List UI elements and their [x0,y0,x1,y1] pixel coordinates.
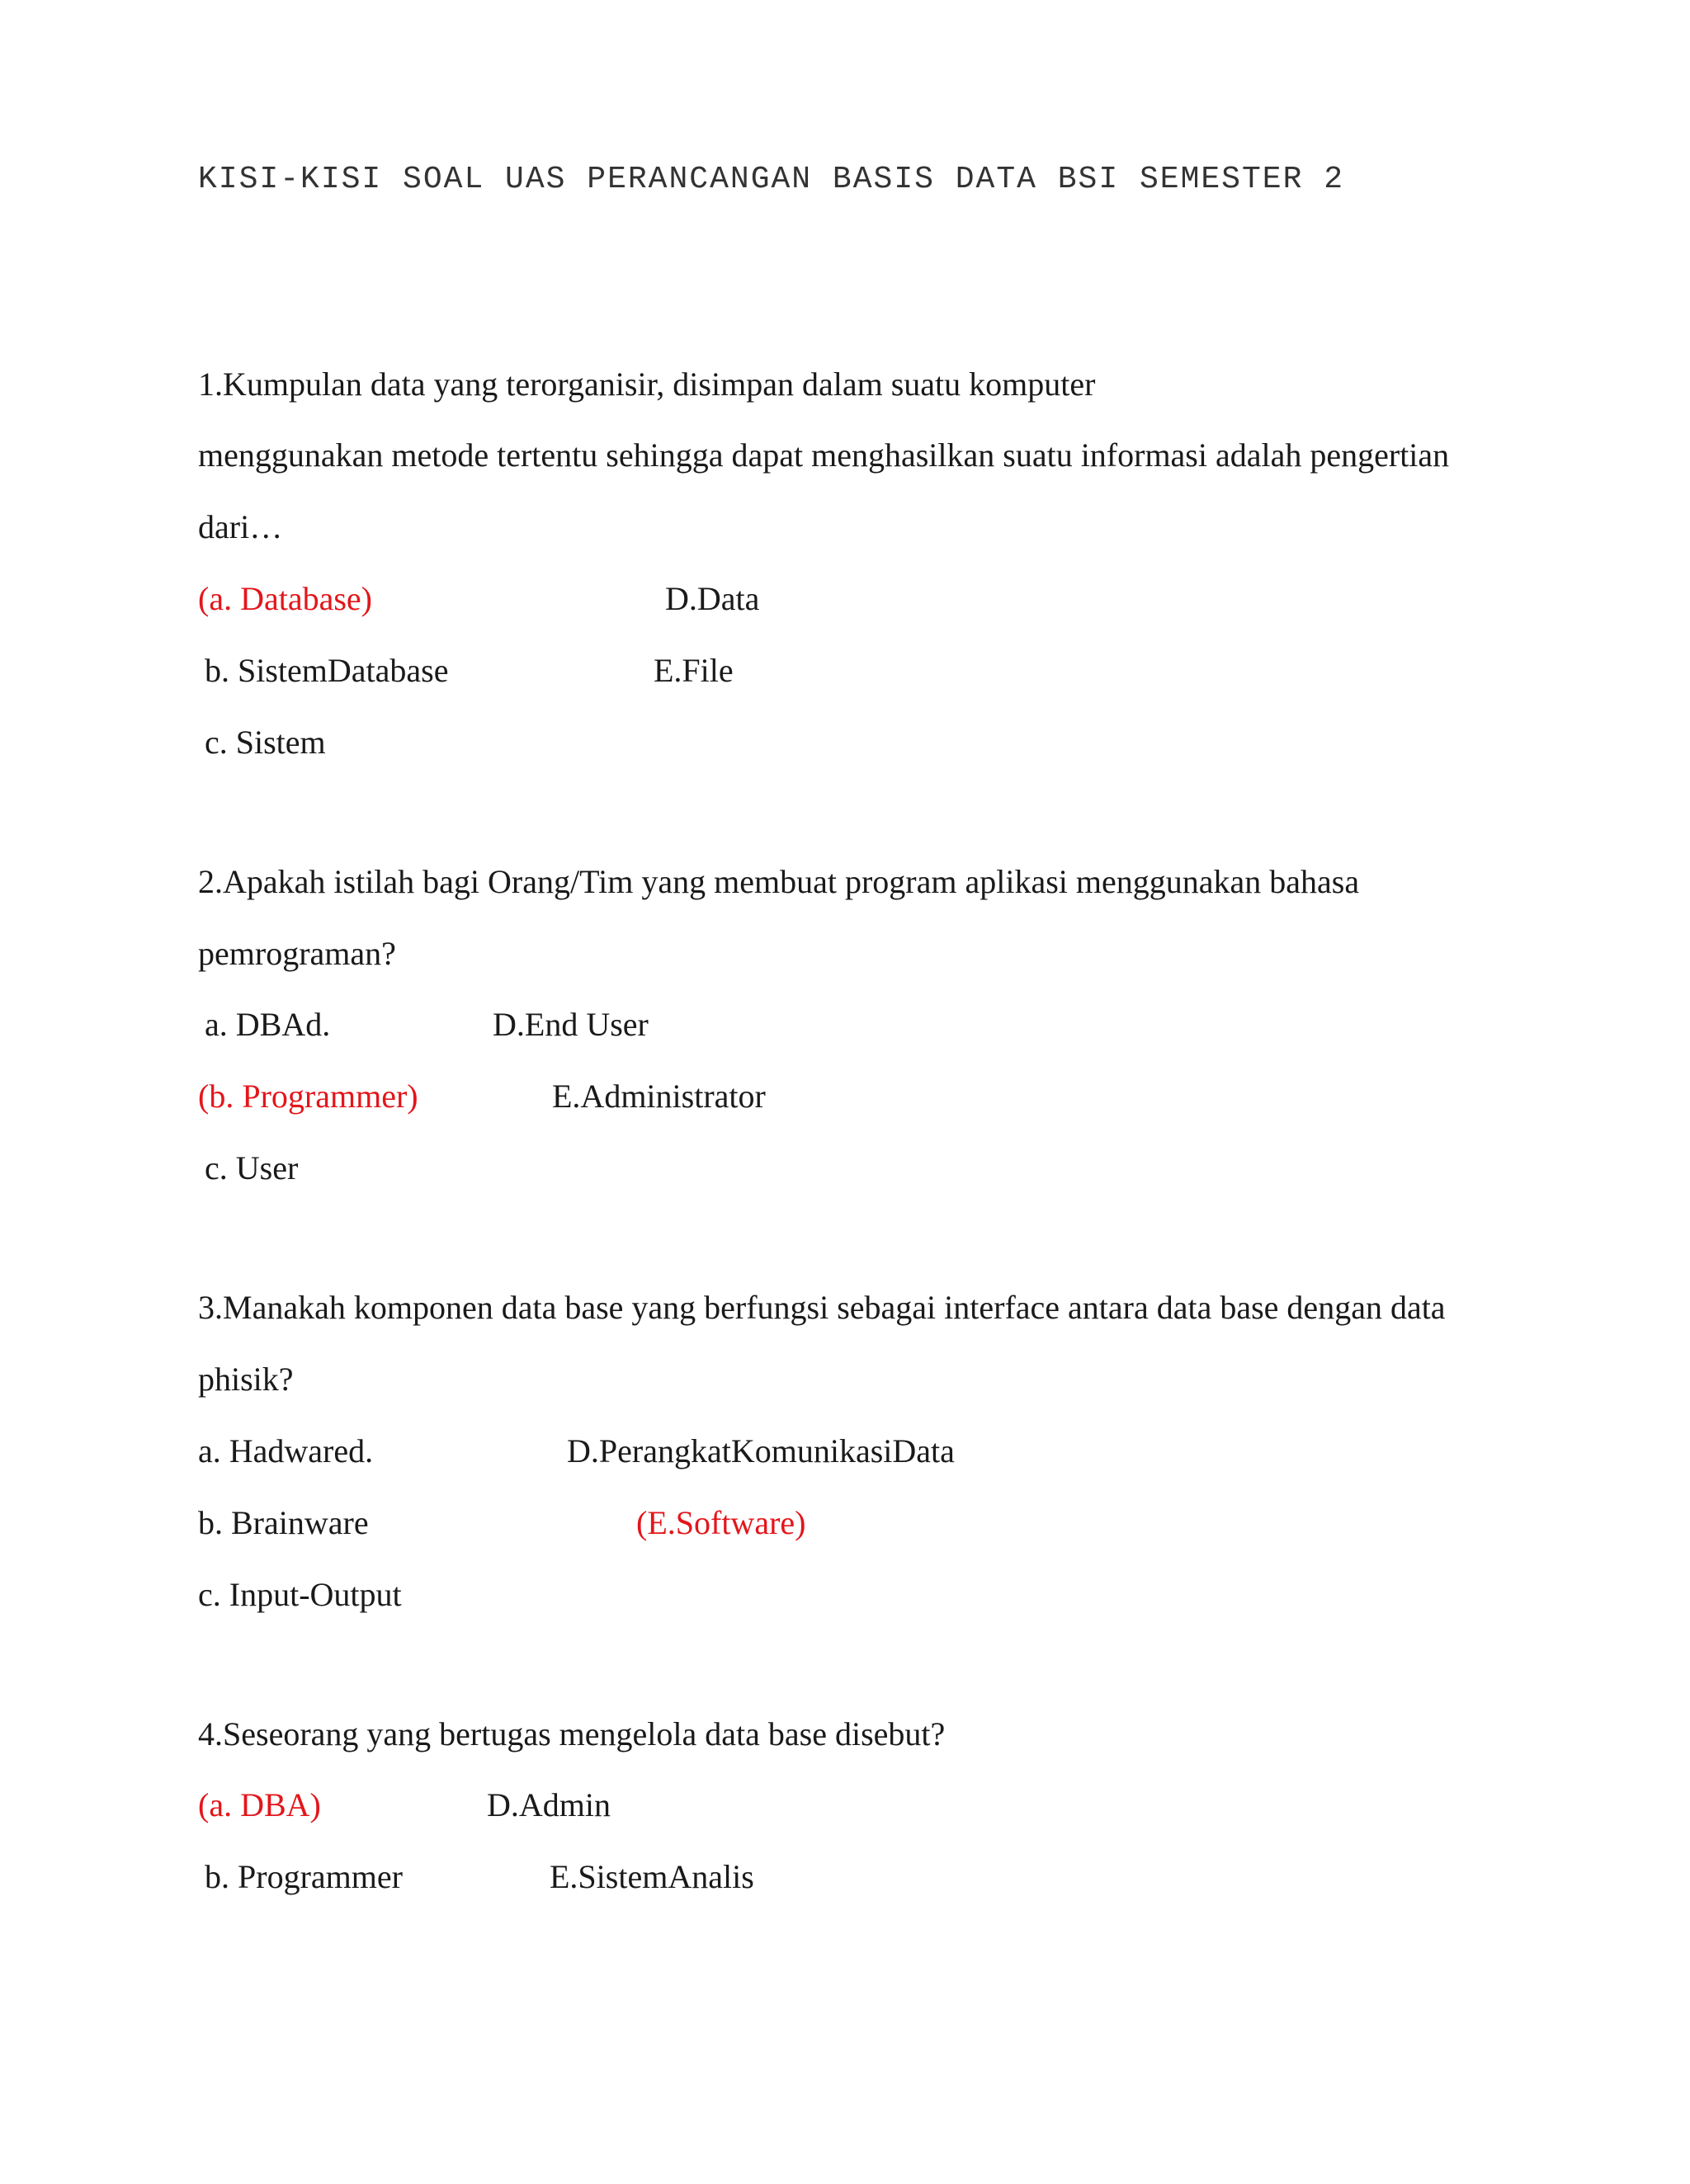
question-1-option-e: E.File [654,652,734,689]
question-3-text-line-1: 3.Manakah komponen data base yang berfungsi sebagai interface antara data base dengan data [198,1289,1446,1326]
question-2-option-a: a. DBAd. [205,1006,331,1043]
question-1-option-a-correct: (a. Database) [198,580,372,617]
question-4-option-b: b. Programmer [205,1858,403,1895]
question-3-option-c: c. Input-Output [198,1576,402,1613]
question-1-text-line-3: dari… [198,508,283,545]
question-3-text-line-2: phisik? [198,1361,294,1398]
question-1-text-line-1: 1.Kumpulan data yang terorganisir, disimpan dalam suatu komputer [198,366,1096,403]
page-title: KISI-KISI SOAL UAS PERANCANGAN BASIS DATA BSI SEMESTER 2 [198,162,1345,197]
question-2-option-b-correct: (b. Programmer) [198,1078,418,1115]
question-2-text-line-1: 2.Apakah istilah bagi Orang/Tim yang membuat program aplikasi menggunakan bahasa [198,863,1360,900]
question-1-option-d: D.Data [665,580,760,617]
question-3-option-b: b. Brainware [198,1504,369,1541]
question-2-option-d: D.End User [493,1006,649,1043]
question-4-option-d: D.Admin [487,1786,611,1823]
question-3-option-a: a. Hadwared. [198,1432,374,1469]
question-2-option-e: E.Administrator [552,1078,766,1115]
question-4-option-e: E.SistemAnalis [550,1858,754,1895]
question-2-text-line-2: pemrograman? [198,935,396,972]
question-4-text-line-1: 4.Seseorang yang bertugas mengelola data base disebut? [198,1715,946,1752]
question-1-option-b: b. SistemDatabase [205,652,449,689]
question-1-option-c: c. Sistem [205,724,326,761]
question-3-option-d: D.PerangkatKomunikasiData [567,1432,955,1469]
question-3-option-e-correct: (E.Software) [636,1504,806,1541]
question-4-option-a-correct: (a. DBA) [198,1786,321,1823]
question-2-option-c: c. User [205,1149,299,1186]
question-1-text-line-2: menggunakan metode tertentu sehingga dapat menghasilkan suatu informasi adalah pengertian [198,436,1450,474]
